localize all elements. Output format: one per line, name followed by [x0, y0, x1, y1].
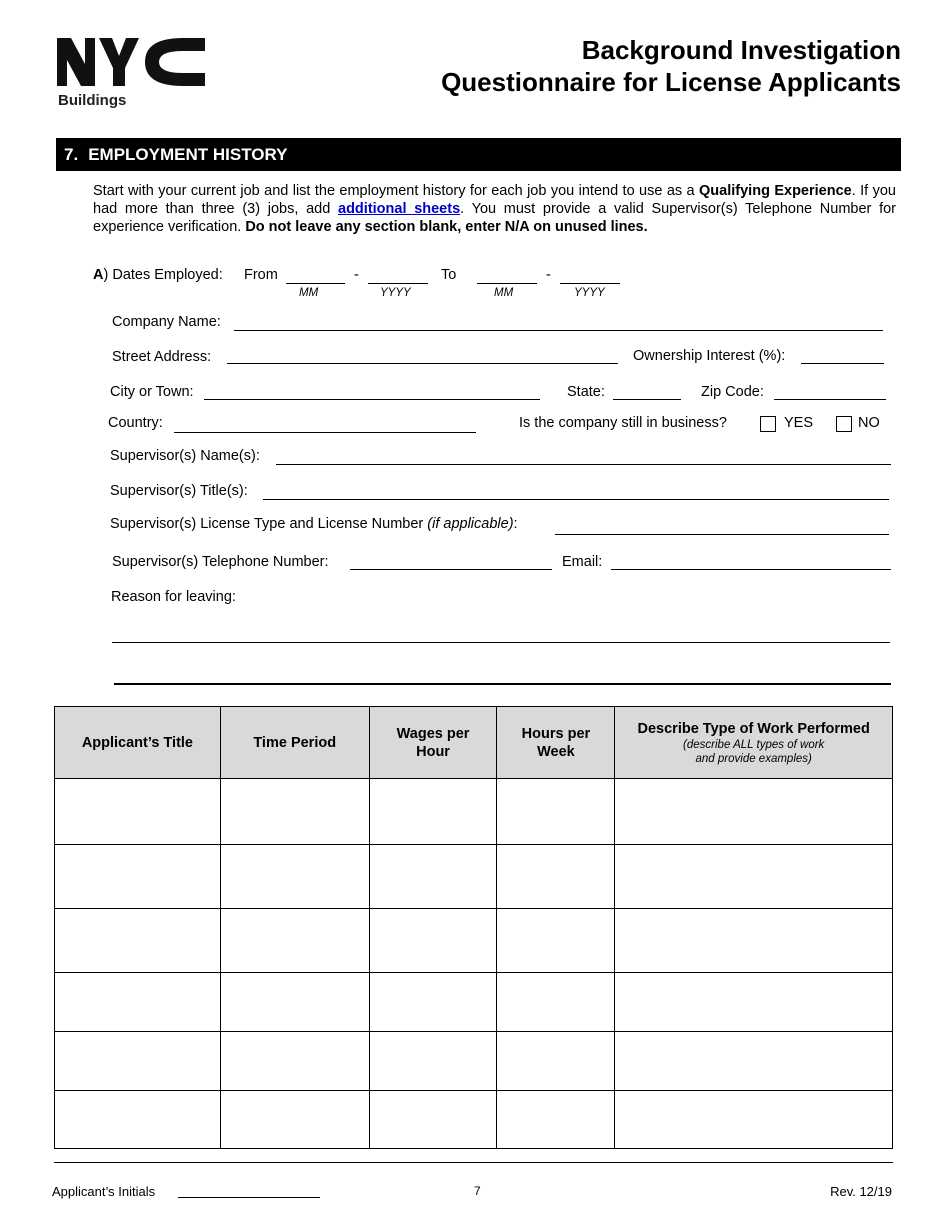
table-cell[interactable] [55, 1032, 221, 1091]
intro-bold-1: Qualifying Experience [699, 183, 852, 199]
col-time-period: Time Period [220, 707, 369, 779]
supervisor-names-field[interactable] [276, 464, 891, 465]
table-cell[interactable] [615, 909, 893, 973]
section-title: EMPLOYMENT HISTORY [88, 145, 288, 164]
to-year-hint: YYYY [574, 287, 605, 299]
work-history-table [54, 706, 893, 1149]
col-wages-per-hour: Wages per Hour [369, 707, 497, 779]
table-cell[interactable] [497, 909, 615, 973]
from-month-hint: MM [299, 287, 319, 299]
to-year-field[interactable] [560, 283, 620, 284]
reason-line-2[interactable] [114, 683, 891, 685]
table-cell[interactable] [615, 779, 893, 845]
supervisor-titles-label: Supervisor(s) Title(s): [110, 483, 248, 499]
logo-subtitle: Buildings [58, 92, 127, 109]
page-title [441, 34, 901, 98]
revision-label: Rev. 12/19 [830, 1184, 892, 1199]
ownership-interest-field[interactable] [801, 363, 884, 364]
table-cell[interactable] [615, 1091, 893, 1149]
license-colon: : [513, 516, 518, 532]
street-address-field[interactable] [227, 363, 618, 364]
to-month-hint: MM [494, 287, 514, 299]
to-label: To [441, 267, 457, 283]
table-cell[interactable] [369, 1091, 497, 1149]
table-row [55, 909, 893, 973]
supervisor-license-label [110, 516, 518, 532]
table-header-row [55, 707, 893, 779]
table-cell[interactable] [55, 779, 221, 845]
instructions-paragraph [93, 182, 896, 236]
table-cell[interactable] [497, 845, 615, 909]
state-label: State: [567, 384, 605, 400]
dates-label: ) Dates Employed: [103, 267, 223, 283]
table-row [55, 1032, 893, 1091]
table-cell[interactable] [615, 1032, 893, 1091]
table-cell[interactable] [615, 845, 893, 909]
in-business-label: Is the company still in business? [519, 415, 727, 431]
to-month-field[interactable] [477, 283, 537, 284]
table-cell[interactable] [220, 1091, 369, 1149]
table-row [55, 845, 893, 909]
work-performed-note-2: and provide examples) [695, 752, 812, 765]
table-cell[interactable] [55, 909, 221, 973]
license-label-text: Supervisor(s) License Type and License Number [110, 516, 428, 532]
table-row [55, 973, 893, 1032]
table-row [55, 1091, 893, 1149]
table-row [55, 779, 893, 845]
table-cell[interactable] [220, 845, 369, 909]
table-cell[interactable] [497, 1032, 615, 1091]
table-cell[interactable] [369, 779, 497, 845]
col-applicant-title: Applicant’s Title [55, 707, 221, 779]
table-cell[interactable] [497, 1091, 615, 1149]
supervisor-phone-field[interactable] [350, 569, 552, 570]
intro-text-1: Start with your current job and list the employment history for each job you intend to use as a [93, 183, 700, 199]
no-label: NO [858, 415, 880, 431]
table-cell[interactable] [220, 909, 369, 973]
col-work-performed [615, 707, 893, 779]
table-cell[interactable] [220, 973, 369, 1032]
intro-text-3: . You must provide a valid Supervisor(s) Telephone Number for experience verification. [93, 201, 896, 235]
email-field[interactable] [611, 569, 891, 570]
supervisor-titles-field[interactable] [263, 499, 889, 500]
reason-label: Reason for leaving: [111, 589, 236, 605]
table-cell[interactable] [220, 779, 369, 845]
supervisor-phone-label: Supervisor(s) Telephone Number: [112, 554, 329, 570]
supervisor-names-label: Supervisor(s) Name(s): [110, 448, 260, 464]
table-cell[interactable] [55, 845, 221, 909]
company-name-field[interactable] [234, 330, 883, 331]
nyc-buildings-logo [57, 34, 207, 90]
table-cell[interactable] [497, 973, 615, 1032]
col-hours-per-week: Hours per Week [497, 707, 615, 779]
section-header [56, 138, 901, 171]
table-cell[interactable] [615, 973, 893, 1032]
yes-label: YES [784, 415, 814, 431]
city-field[interactable] [204, 399, 540, 400]
additional-sheets-link[interactable]: additional sheets [338, 201, 461, 217]
table-cell[interactable] [55, 973, 221, 1032]
dates-employed-label [93, 267, 223, 283]
from-month-field[interactable] [286, 283, 345, 284]
initials-label: Applicant’s Initials [52, 1184, 156, 1199]
table-cell[interactable] [497, 779, 615, 845]
zip-field[interactable] [774, 399, 886, 400]
table-cell[interactable] [220, 1032, 369, 1091]
work-performed-label: Describe Type of Work Performed [637, 720, 870, 737]
dates-prefix: A [93, 267, 104, 283]
to-dash: - [546, 267, 551, 283]
from-year-field[interactable] [368, 283, 428, 284]
intro-text-2: . If you had more than three (3) jobs, add [93, 183, 896, 217]
country-label: Country: [108, 415, 163, 431]
initials-field[interactable] [178, 1197, 320, 1198]
table-cell[interactable] [369, 845, 497, 909]
supervisor-license-field[interactable] [555, 534, 889, 535]
city-label: City or Town: [110, 384, 194, 400]
from-dash: - [354, 267, 359, 283]
no-checkbox[interactable] [836, 416, 852, 432]
if-applicable-note: (if applicable) [427, 516, 514, 532]
table-cell[interactable] [369, 1032, 497, 1091]
section-number: 7. [64, 145, 79, 164]
table-cell[interactable] [369, 909, 497, 973]
email-label: Email: [562, 554, 603, 570]
work-performed-note-1: (describe ALL types of work [683, 738, 825, 751]
intro-bold-2: Do not leave any section blank, enter N/A on unused lines. [245, 219, 648, 235]
page-number: 7 [474, 1184, 481, 1198]
yes-checkbox[interactable] [760, 416, 776, 432]
from-label: From [244, 267, 278, 283]
ownership-interest-label: Ownership Interest (%): [633, 348, 786, 364]
reason-line-1[interactable] [112, 642, 890, 643]
title-line-2: Questionnaire for License Applicants [441, 67, 901, 97]
state-field[interactable] [613, 399, 681, 400]
company-name-label: Company Name: [112, 314, 221, 330]
title-line-1: Background Investigation [581, 35, 901, 65]
table-cell[interactable] [369, 973, 497, 1032]
from-year-hint: YYYY [380, 287, 411, 299]
footer-divider [54, 1162, 893, 1163]
table-cell[interactable] [55, 1091, 221, 1149]
country-field[interactable] [174, 432, 476, 433]
street-address-label: Street Address: [112, 349, 212, 365]
zip-label: Zip Code: [701, 384, 764, 400]
